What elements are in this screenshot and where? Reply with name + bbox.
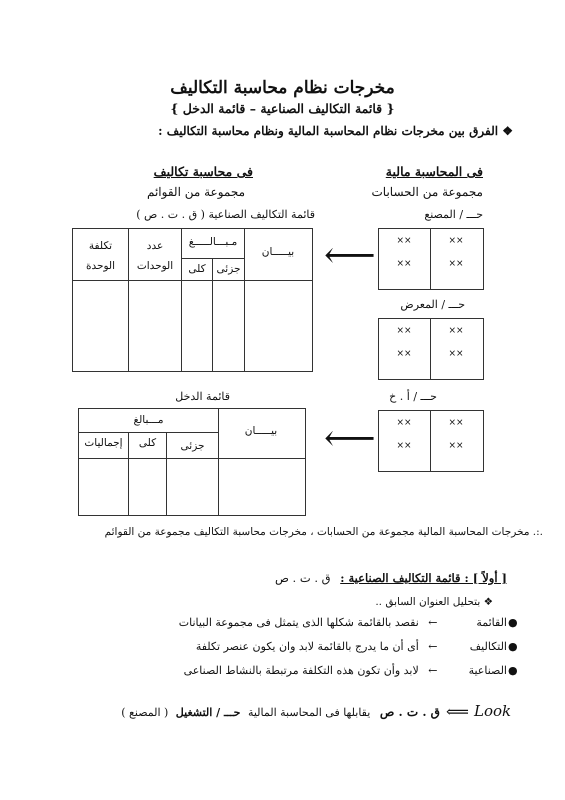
section-heading-abbr: ق . ت . ص	[274, 571, 331, 585]
amount-placeholder: ××	[396, 236, 412, 246]
bullet-icon: ●	[508, 664, 518, 677]
account-label-showroom: حـــ / المعرض	[400, 298, 465, 311]
amount-placeholder: ××	[448, 326, 464, 336]
left-arrow-icon: ←	[428, 616, 438, 629]
section-heading	[275, 571, 507, 585]
look-text-b: ( المصنع )	[121, 706, 169, 719]
page-subtitle: { قائمة التكاليف الصناعية – قائمة الدخل }	[170, 101, 395, 116]
left-arrow-icon: ←	[428, 664, 438, 677]
item-desc: نقصد بالقائمة شكلها الذى يتمثل فى مجموعة البيانات	[178, 616, 419, 629]
item-term: التكاليف	[469, 640, 507, 653]
col-partial: جزئى	[216, 263, 241, 275]
look-account: حـــ / التشغيل	[175, 706, 241, 719]
divider	[430, 228, 431, 289]
left-arrow-icon: ←	[428, 640, 438, 653]
col-amounts: مـــبالغ	[133, 414, 164, 426]
divider	[182, 258, 244, 259]
look-abbr: ق . ت . ص	[379, 705, 440, 719]
left-arrow-icon: ⟵	[324, 418, 376, 459]
col-grand: إجماليات	[84, 437, 123, 449]
cost-subheading: مجموعة من القوائم	[146, 185, 245, 199]
item-desc: لابد وأن تكون هذه التكلفة مرتبطة بالنشاط الصناعى	[183, 664, 419, 677]
look-label: Look	[474, 702, 512, 720]
item-term: الصناعية	[468, 664, 507, 677]
account-label-general-admin: حـــ / أ . خ	[389, 390, 437, 403]
list-item	[184, 664, 507, 677]
list-item	[179, 616, 507, 629]
look-arrow-icon: ⟸	[446, 702, 469, 721]
account-label-factory: حـــ / المصنع	[424, 208, 483, 221]
divider	[72, 280, 312, 281]
bullet-icon: ●	[508, 616, 518, 629]
col-unit-cost: تكلفة الوحدة	[85, 240, 116, 272]
amount-placeholder: ××	[448, 236, 464, 246]
amount-placeholder: ××	[396, 418, 412, 428]
item-desc: أى أن ما يدرج بالقائمة لابد وان يكون عنصر تكلفة	[195, 640, 419, 653]
amount-placeholder: ××	[448, 441, 464, 451]
amount-placeholder: ××	[448, 259, 464, 269]
amount-placeholder: ××	[396, 259, 412, 269]
financial-heading: فى المحاسبة مالية	[385, 164, 483, 179]
bullet-icon: ●	[508, 640, 518, 653]
amount-placeholder: ××	[396, 349, 412, 359]
difference-heading: ❖ الفرق بين مخرجات نظام المحاسبة المالية ونظام محاسبة التكاليف :	[158, 124, 513, 138]
col-units: عدد الوحدات	[136, 240, 174, 272]
amount-placeholder: ××	[396, 326, 412, 336]
section-heading-main: [ أولاً ] : قائمة التكاليف الصناعية :	[340, 571, 507, 585]
col-total: كلى	[138, 437, 157, 449]
conclusion-text: .:. مخرجات المحاسبة المالية مجموعة من الحسابات ، مخرجات محاسبة التكاليف مجموعة من القوائم	[104, 526, 543, 538]
divider	[78, 432, 218, 433]
col-total: كلى	[188, 263, 206, 275]
col-statement: بيـــــان	[244, 425, 278, 437]
amount-placeholder: ××	[448, 418, 464, 428]
left-arrow-icon: ⟵	[324, 235, 376, 276]
item-term: القائمة	[476, 616, 507, 629]
divider	[181, 228, 182, 371]
divider	[244, 228, 245, 371]
look-text-a: يقابلها فى المحاسبة المالية	[247, 706, 371, 719]
divider	[430, 410, 431, 471]
section-intro: ❖ بتحليل العنوان السابق ..	[375, 596, 493, 608]
col-amounts: مـبـــالـــــغ	[188, 236, 238, 248]
divider	[430, 318, 431, 379]
amount-placeholder: ××	[448, 349, 464, 359]
mfg-statement-title: قائمة التكاليف الصناعية ( ق . ت . ص )	[136, 208, 315, 221]
page-title: مخرجات نظام محاسبة التكاليف	[170, 78, 395, 98]
cost-heading: فى محاسبة تكاليف	[153, 164, 253, 179]
look-text	[121, 705, 440, 719]
col-statement: بيـــــان	[261, 246, 295, 258]
income-statement-title: قائمة الدخل	[175, 390, 230, 403]
list-item	[196, 640, 507, 653]
financial-subheading: مجموعة من الحسابات	[371, 185, 483, 199]
col-partial: جزئى	[180, 440, 205, 452]
divider	[78, 458, 305, 459]
amount-placeholder: ××	[396, 441, 412, 451]
